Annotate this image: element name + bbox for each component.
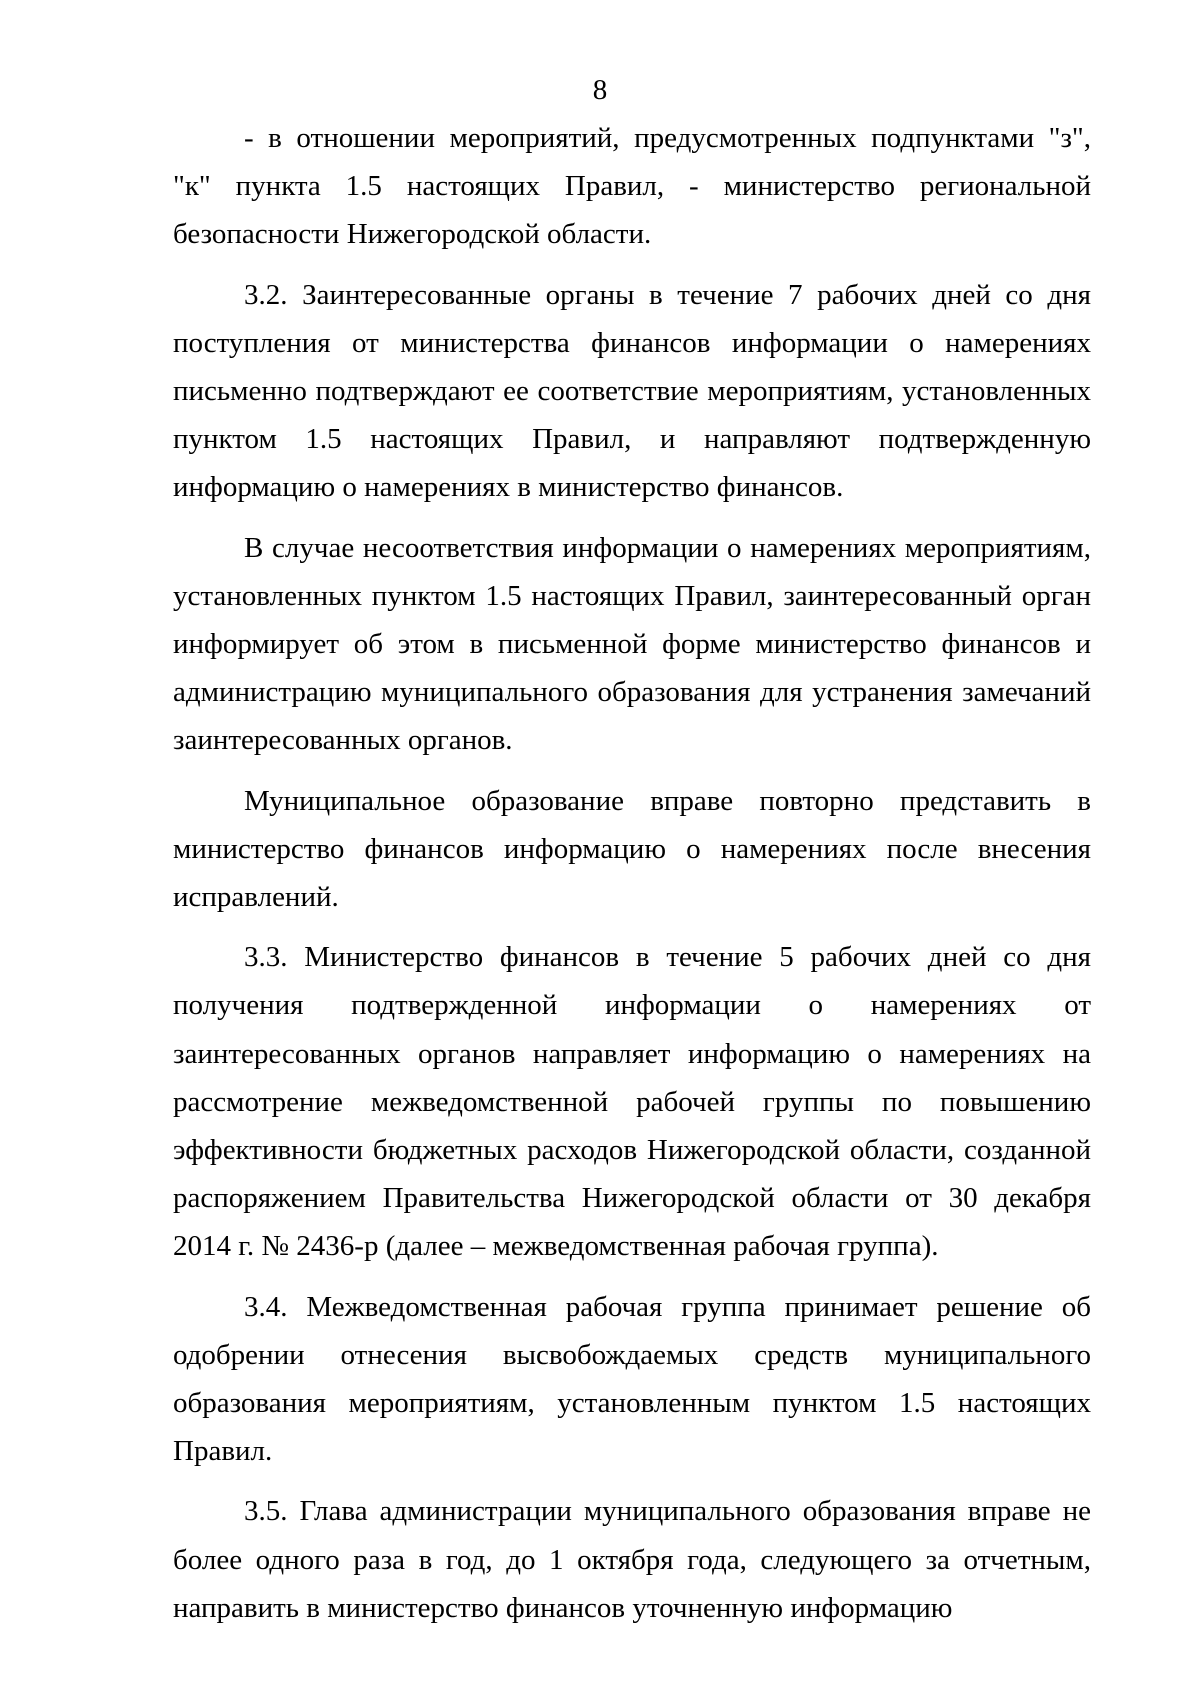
paragraph-mismatch: В случае несоответствия информации о намерениях мероприятиям, установленных пунктом 1.5 настоящих Правил, заинтересованный орган информирует об этом в письменной форме министерство финансов и администрацию муниципального образования для устранения замечаний заинтересованных органов.: [173, 531, 1091, 757]
paragraph-3-5: 3.5. Глава администрации муниципального образования вправе не более одного раза в год, до 1 октября года, следующего за отчетным, направить в министерство финансов уточненную информацию: [173, 1495, 1091, 1624]
document-body: [173, 114, 1091, 1632]
paragraph-3-2: 3.2. Заинтересованные органы в течение 7 рабочих дней со дня поступления от министерства финансов информации о намерениях письменно подтверждают ее соответствие мероприятиям, установленных пунктом 1.5 настоящих Правил, и направляют подтвержденную информацию о намерениях в министерство финансов.: [173, 278, 1091, 504]
paragraph-3-4: 3.4. Межведомственная рабочая группа принимает решение об одобрении отнесения высвобождаемых средств муниципального образования мероприятиям, установленным пунктом 1.5 настоящих Правил.: [173, 1290, 1091, 1468]
page-number: 8: [592, 74, 608, 106]
paragraph-3-3: 3.3. Министерство финансов в течение 5 рабочих дней со дня получения подтвержденной информации о намерениях от заинтересованных органов направляет информацию о намерениях на рассмотрение межведомственной рабочей группы по повышению эффективности бюджетных расходов Нижегородской области, созданной распоряжением Правительства Нижегородской области от 30 декабря 2014 г. № 2436-р (далее – межведомственная рабочая группа).: [173, 941, 1091, 1263]
paragraph-resubmit: Муниципальное образование вправе повторно представить в министерство финансов информацию о намерениях после внесения исправлений.: [173, 784, 1091, 914]
paragraph-ministry-security: - в отношении мероприятий, предусмотренных подпунктами "з", "к" пункта 1.5 настоящих Правил, - министерство региональной безопасности Нижегородской области.: [173, 122, 1091, 251]
